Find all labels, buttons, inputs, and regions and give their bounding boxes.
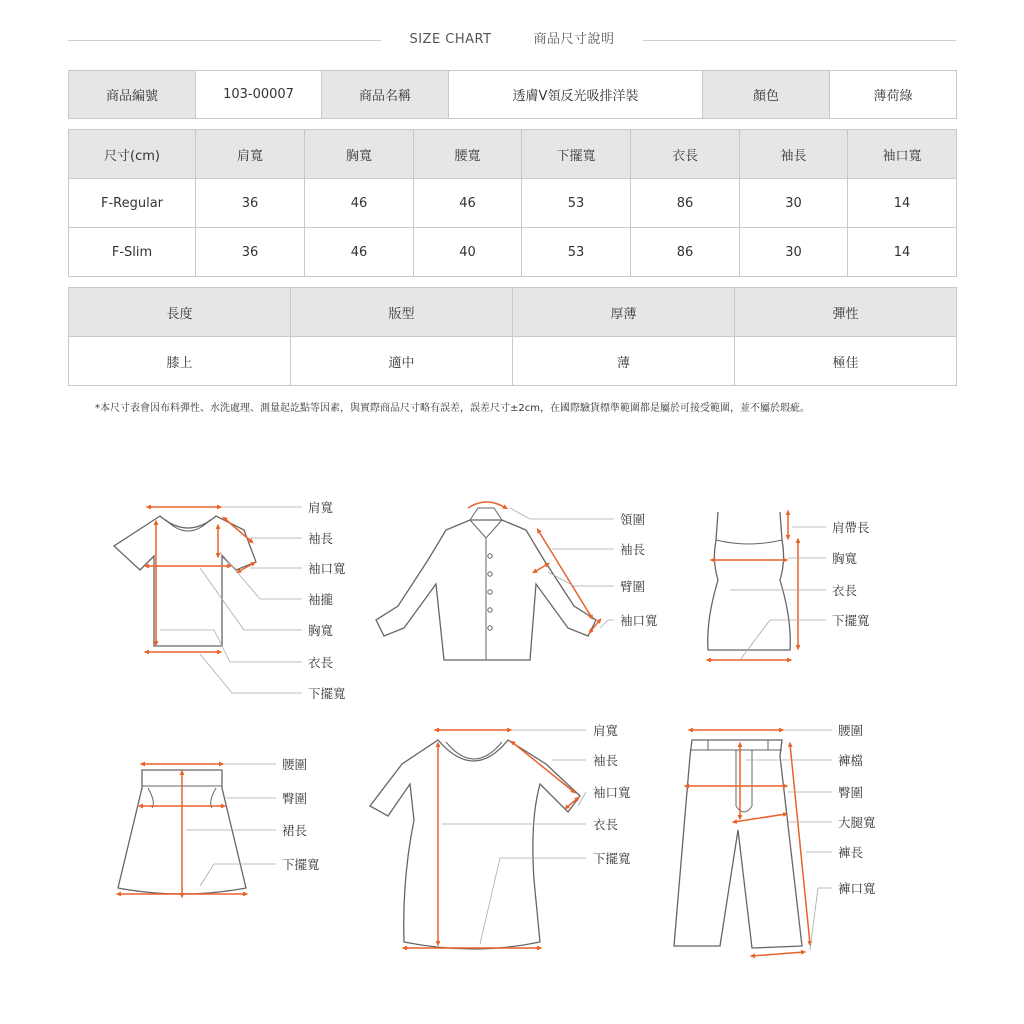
table-cell: 46 [305,179,414,228]
cami-label: 衣長 [832,583,858,598]
pants-leader-lines [746,730,832,950]
dress-leader-lines [442,730,586,944]
table-cell: 86 [631,228,740,277]
size-name-cell: F-Slim [69,228,196,277]
table-cell: 36 [196,228,305,277]
product-name-label: 商品名稱 [322,71,449,119]
pants-label: 褲檔 [838,753,864,768]
column-header: 肩寬 [196,130,305,179]
pants-label: 褲口寬 [838,881,876,896]
table-cell: 40 [414,228,522,277]
column-header: 尺寸(cm) [69,130,196,179]
column-header: 袖口寬 [848,130,957,179]
attr-thickness-header: 厚薄 [513,288,735,337]
table-cell: 30 [740,179,848,228]
tshirt-label: 袖長 [308,531,334,546]
title-zh: 商品尺寸說明 [520,32,629,47]
cami-neckline [716,540,782,544]
tshirt-leader-lines [160,507,302,693]
shirt-diagram [376,502,658,660]
skirt-label: 臀圍 [282,791,308,806]
dress-neckline [446,742,502,759]
pants-label: 臀圍 [838,785,864,800]
attr-fit-header: 版型 [291,288,513,337]
column-header: 衣長 [631,130,740,179]
shirt-label: 領圍 [620,512,646,527]
tshirt-label: 衣長 [308,655,334,670]
product-code-value: 103-00007 [196,71,322,119]
attr-elasticity-header: 彈性 [735,288,957,337]
color-label: 顏色 [703,71,830,119]
tshirt-diagram [114,500,346,701]
table-cell: 53 [522,179,631,228]
tshirt-label: 胸寬 [308,623,334,638]
table-cell: 14 [848,228,957,277]
pants-diagram [674,723,876,956]
column-header: 袖長 [740,130,848,179]
shirt-label: 袖長 [620,542,646,557]
shirt-collar [470,508,502,538]
product-name-value: 透膚V領反光吸排洋裝 [449,71,703,119]
column-header: 胸寬 [305,130,414,179]
table-cell: 86 [631,179,740,228]
cami-measure-lines [708,512,798,660]
dress-label: 袖長 [593,753,619,768]
dress-label: 下擺寬 [593,851,631,866]
table-cell: 36 [196,179,305,228]
shirt-label: 袖口寬 [620,613,658,628]
pants-outline [674,740,802,948]
attr-length-value: 膝上 [69,337,291,386]
table-cell: 46 [305,228,414,277]
skirt-diagram [118,757,320,896]
pants-label: 褲長 [838,845,864,860]
attr-fit-value: 適中 [291,337,513,386]
cami-label: 肩帶長 [832,520,870,535]
cami-label: 下擺寬 [832,613,870,628]
table-cell: 46 [414,179,522,228]
color-value: 薄荷綠 [830,71,957,119]
dress-measure-lines [404,730,578,948]
attr-elasticity-value: 極佳 [735,337,957,386]
pants-label: 腰圍 [838,723,864,738]
tshirt-label: 下擺寬 [308,686,346,701]
shirt-label: 臂圍 [620,579,646,594]
pants-label: 大腿寬 [838,815,876,830]
tshirt-label: 肩寬 [308,500,334,515]
tshirt-outline [114,516,256,646]
skirt-label: 下擺寬 [282,857,320,872]
dress-diagram [370,723,631,949]
attr-length-header: 長度 [69,288,291,337]
pants-fly [708,740,768,812]
dress-label: 袖口寬 [593,785,631,800]
table-cell: 53 [522,228,631,277]
cami-label: 胸寬 [832,551,858,566]
tshirt-collar [166,520,210,531]
title-en: SIZE CHART [395,32,505,47]
cami-outline [708,512,791,650]
size-name-cell: F-Regular [69,179,196,228]
product-code-label: 商品編號 [69,71,196,119]
column-header: 下擺寬 [522,130,631,179]
tshirt-label: 袖攏 [308,592,334,607]
column-header: 腰寬 [414,130,522,179]
shirt-buttons [488,554,492,630]
disclaimer-note: *本尺寸表會因布料彈性、水洗處理、測量起訖點等因素，與實際商品尺寸略有誤差，誤差尺寸±2cm，在國際驗貨標準範圍都是屬於可接受範圍，並不屬於瑕疵。 [95,403,810,414]
cami-diagram [708,512,870,660]
table-cell: 30 [740,228,848,277]
tshirt-label: 袖口寬 [308,561,346,576]
dress-label: 衣長 [593,817,619,832]
cami-leader-lines [730,527,826,660]
dress-label: 肩寬 [593,723,619,738]
table-cell: 14 [848,179,957,228]
skirt-label: 腰圍 [282,757,308,772]
skirt-label: 裙長 [282,823,308,838]
attr-thickness-value: 薄 [513,337,735,386]
pants-measure-lines [686,730,810,956]
